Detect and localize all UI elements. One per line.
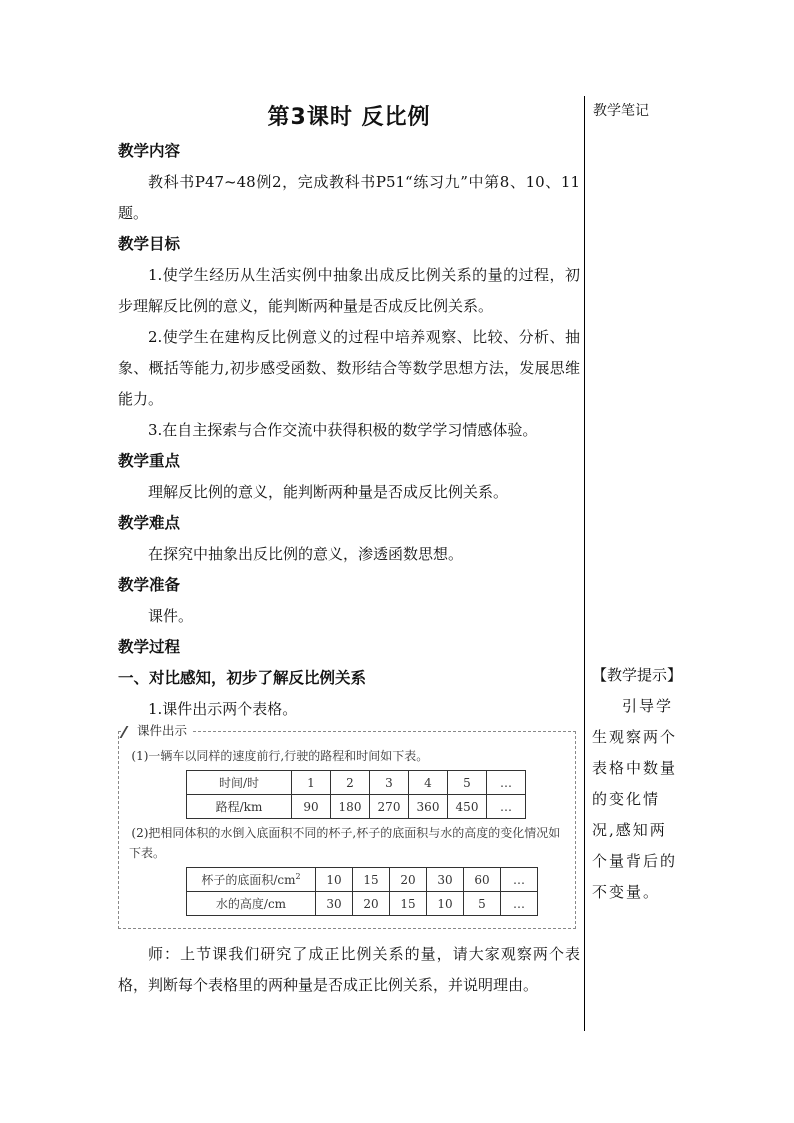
table-cell: 水的高度/cm: [187, 892, 316, 916]
table-cell: 20: [353, 892, 390, 916]
teaching-tip: [592, 660, 683, 908]
goal-3: 3.在自主探索与合作交流中获得积极的数学学习情感体验。: [148, 421, 538, 439]
main-column: [118, 100, 580, 1001]
table-cell: …: [487, 771, 526, 795]
courseware-box: [118, 723, 576, 929]
area-unit-label: 杯子的底面积/cm: [201, 872, 296, 887]
table-cell: …: [501, 892, 538, 916]
content-paragraph: 教科书P47~48例2，完成教科书P51“练习九”中第8、10、11题。: [118, 173, 580, 222]
table-cell: 60: [464, 868, 501, 892]
table-row: [187, 868, 538, 892]
tip-body: 引导学生观察两个表格中数量的变化情况,感知两个量背后的不变量。: [592, 697, 678, 901]
table-row: [187, 892, 538, 916]
area-height-table: [186, 867, 538, 916]
key-paragraph: 理解反比例的意义，能判断两种量是否成反比例关系。: [148, 483, 509, 501]
table-row: [187, 795, 526, 819]
table-row: [187, 771, 526, 795]
table-cell: 5: [448, 771, 487, 795]
table-cell: 90: [292, 795, 331, 819]
table-cell: 30: [316, 892, 353, 916]
section-heading-goals: 教学目标: [118, 235, 181, 253]
prep-paragraph: 课件。: [148, 607, 194, 625]
notes-title: 教学笔记: [593, 103, 649, 119]
table-cell: 20: [390, 868, 427, 892]
table-cell: 30: [427, 868, 464, 892]
table-cell: 4: [409, 771, 448, 795]
table-cell: 路程/km: [187, 795, 292, 819]
table-cell: 时间/时: [187, 771, 292, 795]
table-cell: 15: [390, 892, 427, 916]
table-cell: 270: [370, 795, 409, 819]
table-cell: 360: [409, 795, 448, 819]
step1-heading: 一、对比感知，初步了解反比例关系: [118, 669, 367, 687]
section-heading-process: 教学过程: [118, 638, 181, 656]
section-heading-content: 教学内容: [118, 142, 181, 160]
step1-paragraph: 1.课件出示两个表格。: [148, 700, 298, 718]
teacher-paragraph: 师：上节课我们研究了成正比例关系的量，请大家观察两个表格，判断每个表格里的两种量是否成正比例关系，并说明理由。: [118, 945, 580, 994]
table-cell: 180: [331, 795, 370, 819]
time-distance-table: [186, 770, 526, 819]
page-title: 第3课时 反比例: [267, 105, 431, 130]
courseware-line-2: (2)把相同体积的水倒入底面积不同的杯子,杯子的底面积与水的高度的变化情况如下表。: [129, 826, 561, 860]
table-cell: 1: [292, 771, 331, 795]
section-heading-key: 教学重点: [118, 452, 181, 470]
courseware-line-1: (1)一辆车以同样的速度前行,行驶的路程和时间如下表。: [131, 749, 429, 763]
section-heading-difficulty: 教学难点: [118, 514, 181, 532]
table-cell: 450: [448, 795, 487, 819]
table-cell: 15: [353, 868, 390, 892]
table-cell: 3: [370, 771, 409, 795]
table-cell: 10: [427, 892, 464, 916]
table-cell: 2: [331, 771, 370, 795]
table-cell: …: [487, 795, 526, 819]
table-cell: …: [501, 868, 538, 892]
column-divider: [584, 96, 585, 1031]
section-heading-prep: 教学准备: [118, 576, 181, 594]
courseware-tag: 课件出示: [123, 723, 191, 739]
goal-2: 2.使学生在建构反比例意义的过程中培养观察、比较、分析、抽象、概括等能力,初步感受函数、数形结合等数学思想方法，发展思维能力。: [118, 328, 580, 408]
tip-heading: 【教学提示】: [592, 666, 683, 684]
goal-1: 1.使学生经历从生活实例中抽象出成反比例关系的量的过程，初步理解反比例的意义，能判断两种量是否成反比例关系。: [118, 266, 580, 315]
table-cell: [187, 868, 316, 892]
table-cell: 5: [464, 892, 501, 916]
table-cell: 10: [316, 868, 353, 892]
difficulty-paragraph: 在探究中抽象出反比例的意义，渗透函数思想。: [148, 545, 464, 563]
unit-superscript: 2: [295, 871, 301, 881]
